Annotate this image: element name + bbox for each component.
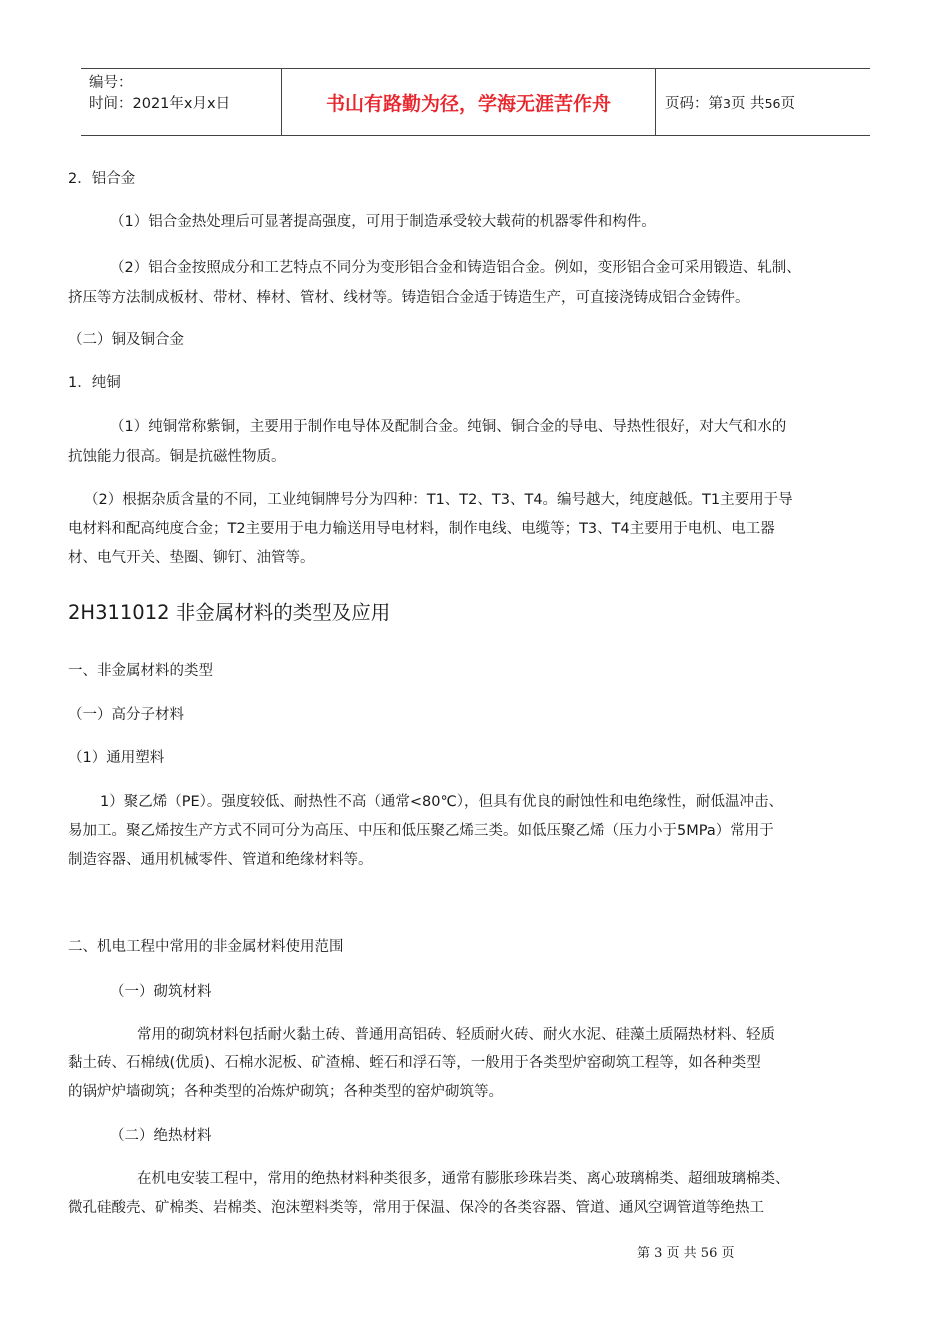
paragraph-line: 挤压等方法制成板材、带材、棒材、管材、线材等。铸造铝合金适于铸造生产，可直接浇铸成铝合金铸件。 [68,290,750,306]
time-label: 时间：2021年x月x日 [89,96,231,112]
page-header [81,68,870,136]
paragraph-line: 抗蚀能力很高。铜是抗磁性物质。 [68,449,286,465]
header-page-number [665,93,795,115]
section-title-nonmetal-types: 一、非金属材料的类型 [68,663,213,679]
paragraph-line: 材、电气开关、垫圈、铆钉、油管等。 [68,550,315,566]
section-heading: 2H311012 非金属材料的类型及应用 [68,601,391,624]
paragraph-line: 电材料和配高纯度合金；T2主要用于电力输送用导电材料，制作电线、电缆等；T3、T4主要用于电机、电工器 [68,521,775,537]
paragraph-line: （1）纯铜常称紫铜，主要用于制作电导体及配制合金。纯铜、铜合金的导电、导热性很好，对大气和水的 [110,419,787,435]
subsection-title-plastic: （1）通用塑料 [68,750,165,766]
header-divider [655,69,656,136]
paragraph-line: 微孔硅酸壳、矿棉类、岩棉类、泡沫塑料类等，常用于保温、保冷的各类容器、管道、通风空调管道等绝热工 [68,1200,764,1216]
section-title-pure-copper: 1．纯铜 [68,375,121,391]
page-prefix: 页码：第 [665,96,723,112]
header-motto: 书山有路勤为径，学海无涯苦作舟 [325,93,611,115]
section-title-aluminum-alloy: 2．铝合金 [68,171,136,187]
paragraph-line: 易加工。聚乙烯按生产方式不同可分为高压、中压和低压聚乙烯三类。如低压聚乙烯（压力小于5MPa）常用于 [68,823,774,839]
paragraph-line: 1）聚乙烯（PE）。强度较低、耐热性不高（通常<80℃），但具有优良的耐蚀性和电绝缘性，耐低温冲击、 [100,794,784,810]
paragraph-line: 在机电安装工程中，常用的绝热材料种类很多，通常有膨胀珍珠岩类、离心玻璃棉类、超细玻璃棉类、 [137,1171,790,1187]
page-mid: 页 共 [730,96,765,112]
paragraph-line: （2）根据杂质含量的不同，工业纯铜牌号分为四种：T1、T2、T3、T4。编号越大，纯度越低。T1主要用于导 [84,492,793,508]
subsection-title-insulation: （二）绝热材料 [110,1128,212,1144]
subsection-title-masonry: （一）砌筑材料 [110,984,212,1000]
page-current: 3 [723,96,731,111]
paragraph-line: 黏土砖、石棉绒(优质)、石棉水泥板、矿渣棉、蛭石和浮石等，一般用于各类型炉窑砌筑工程等，如各种类型 [68,1055,761,1071]
section-title-copper: （二）铜及铜合金 [68,332,184,348]
paragraph: （1）铝合金热处理后可显著提高强度，可用于制造承受较大载荷的机器零件和构件。 [110,214,656,230]
page-footer: 第 3 页 共 56 页 [637,1246,735,1261]
paragraph-line: 制造容器、通用机械零件、管道和绝缘材料等。 [68,852,373,868]
page-total: 56 [764,96,781,111]
section-title-usage: 二、机电工程中常用的非金属材料使用范围 [68,939,344,955]
page-suffix: 页 [780,96,795,112]
header-meta [89,73,230,115]
paragraph-line: 的锅炉炉墙砌筑；各种类型的冶炼炉砌筑；各种类型的窑炉砌筑等。 [68,1084,503,1100]
subsection-title-polymer: （一）高分子材料 [68,707,184,723]
serial-label: 编号： [89,75,133,91]
paragraph-line: 常用的砌筑材料包括耐火黏土砖、普通用高铝砖、轻质耐火砖、耐火水泥、硅藻土质隔热材料、轻质 [137,1027,775,1043]
paragraph-line: （2）铝合金按照成分和工艺特点不同分为变形铝合金和铸造铝合金。例如，变形铝合金可采用锻造、轧制、 [110,260,801,276]
